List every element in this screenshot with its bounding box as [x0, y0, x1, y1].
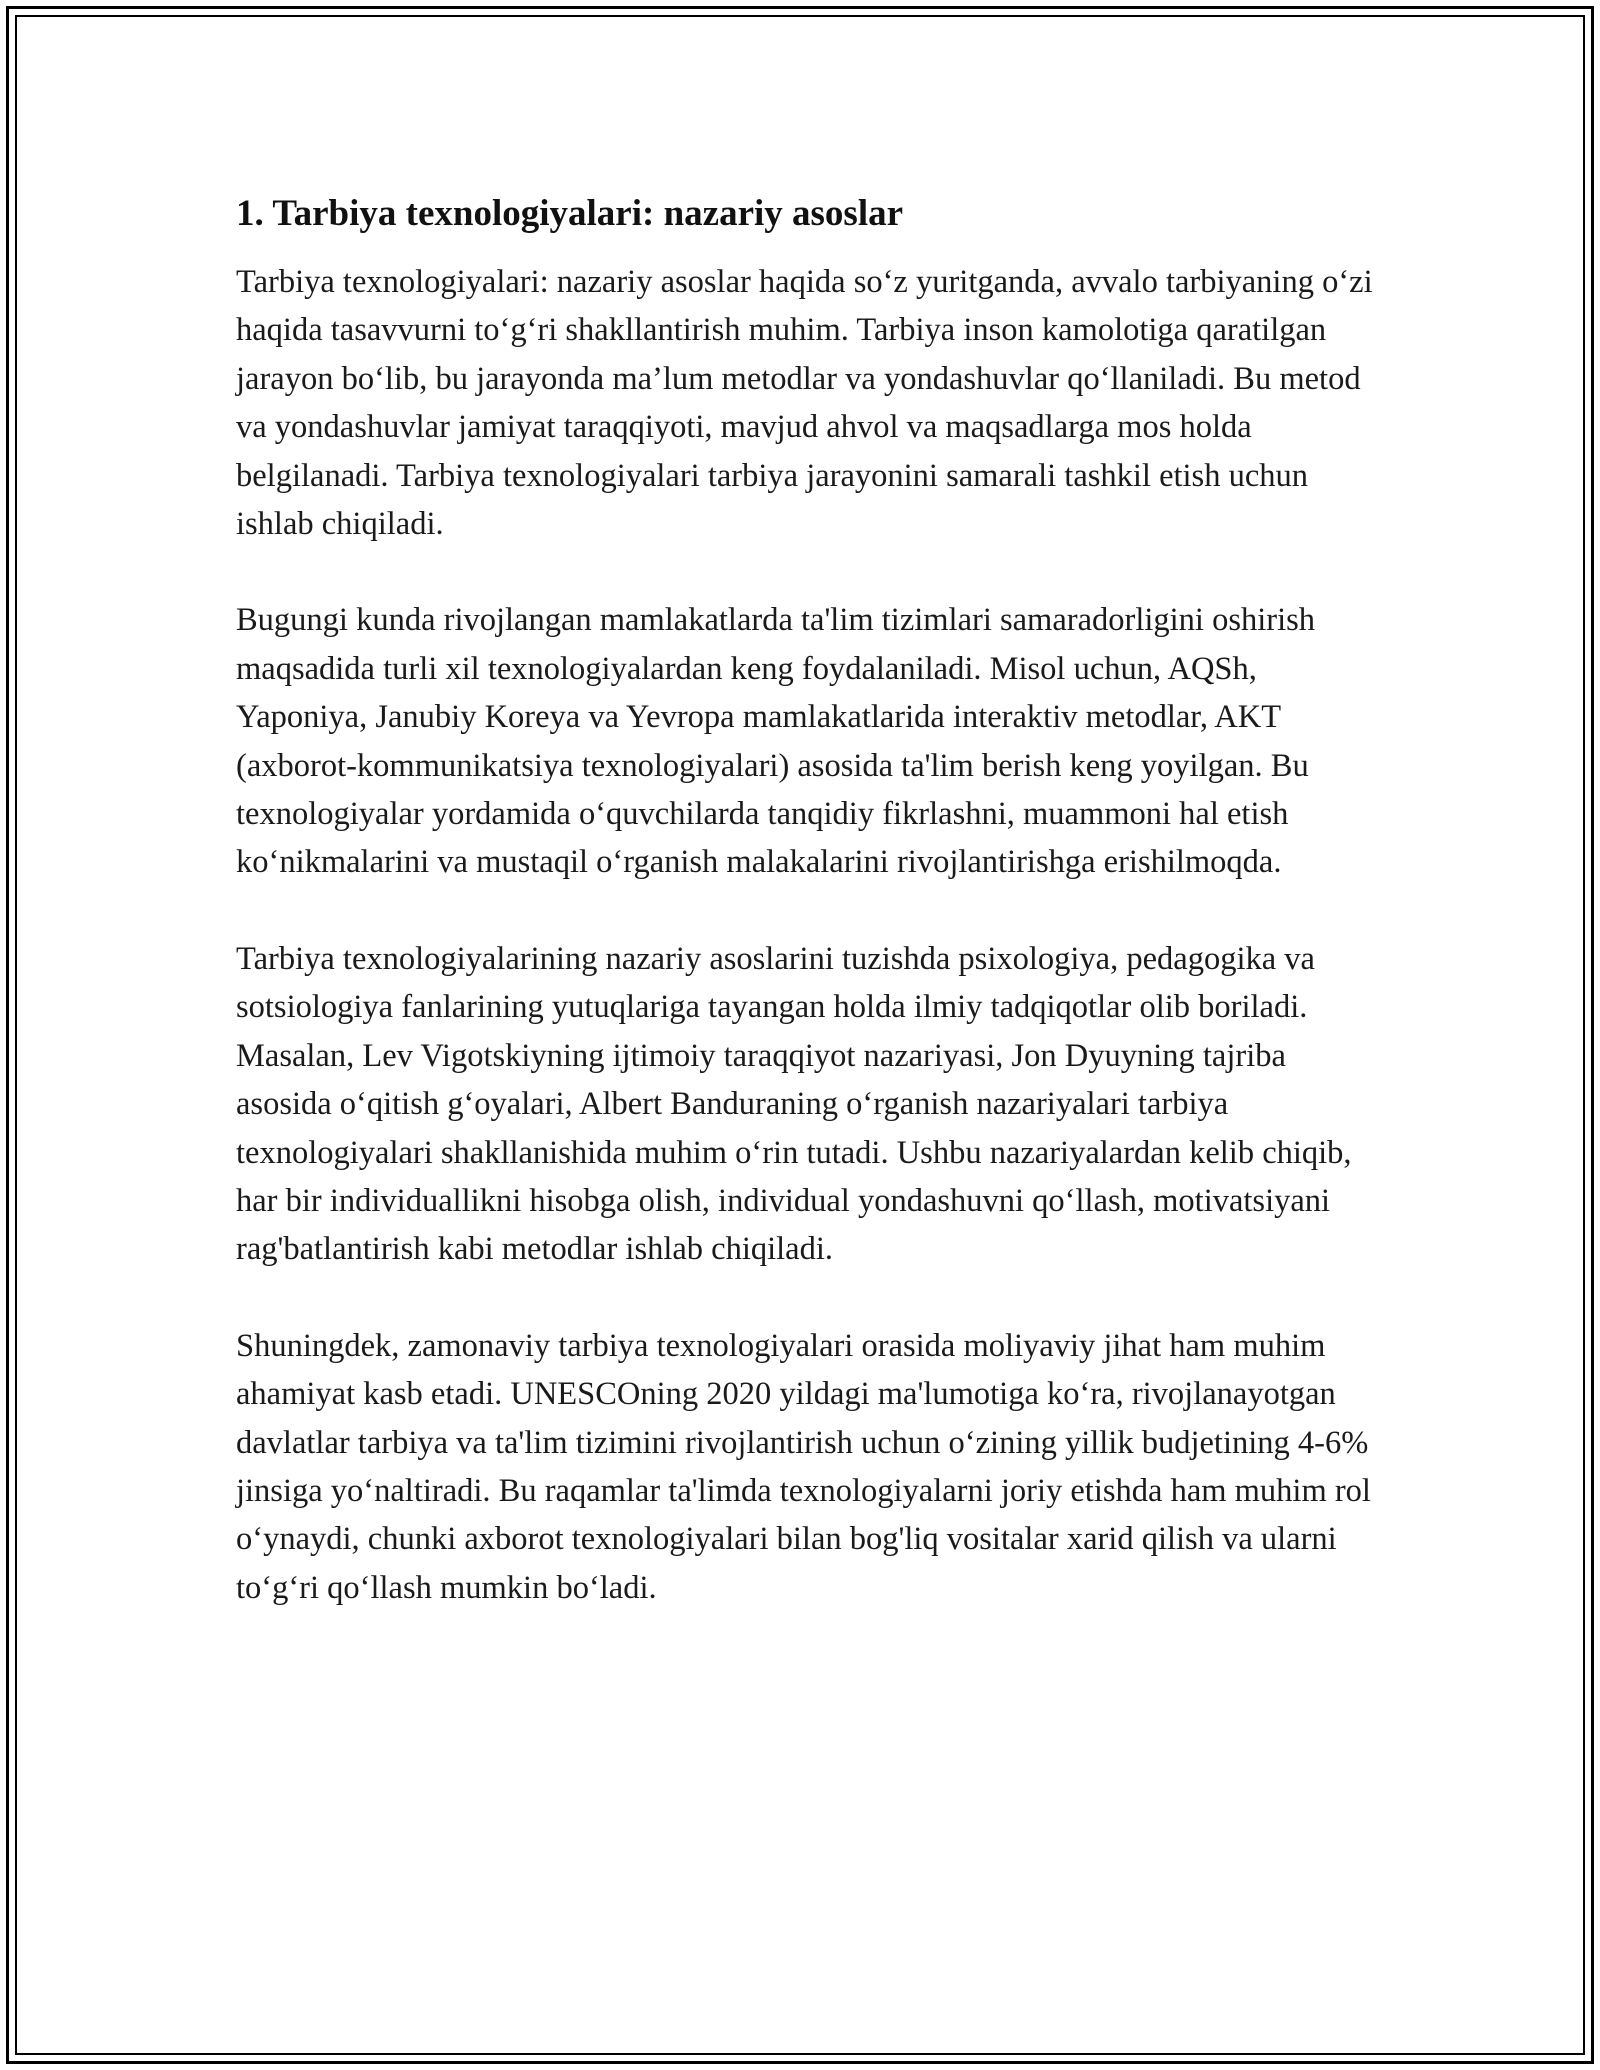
document-body: [236, 188, 1376, 1660]
section-heading: 1. Tarbiya texnologiyalari: nazariy asoslar: [236, 193, 904, 234]
paragraph-4: Shuningdek, zamonaviy tarbiya texnologiyalari orasida moliyaviy jihat ham muhim ahamiyat kasb etadi. UNESCOning 2020 yildagi ma'lumotiga ko‘ra, rivojlanayotgan davlatlar tarbiya va ta'lim tizimini rivojlantirish uchun o‘zining yillik budjetining 4-6% jinsiga yo‘naltiradi. Bu raqamlar ta'limda texnologiyalarni joriy etishda ham muhim rol o‘ynaydi, chunki axborot texnologiyalari bilan bog'liq vositalar xarid qilish va ularni to‘g‘ri qo‘llash mumkin bo‘ladi.: [236, 1327, 1371, 1606]
paragraph-2: Bugungi kunda rivojlangan mamlakatlarda ta'lim tizimlari samaradorligini oshirish maqsadida turli xil texnologiyalardan keng foydalaniladi. Misol uchun, AQSh, Yaponiya, Janubiy Koreya va Yevropa mamlakatlarida interaktiv metodlar, AKT (axborot-kommunikatsiya texnologiyalari) asosida ta'lim berish keng yoyilgan. Bu texnologiyalar yordamida o‘quvchilarda tanqidiy fikrlashni, muammoni hal etish ko‘nikmalarini va mustaqil o‘rganish malakalarini rivojlantirishga erishilmoqda.: [236, 602, 1316, 881]
paragraph-1: Tarbiya texnologiyalari: nazariy asoslar haqida so‘z yuritganda, avvalo tarbiyaning o‘zi haqida tasavvurni to‘g‘ri shakllantirish muhim. Tarbiya inson kamolotiga qaratilgan jarayon bo‘lib, bu jarayonda ma’lum metodlar va yondashuvlar qo‘llaniladi. Bu metod va yondashuvlar jamiyat taraqqiyoti, mavjud ahvol va maqsadlarga mos holda belgilanadi. Tarbiya texnologiyalari tarbiya jarayonini samarali tashkil etish uchun ishlab chiqiladi.: [236, 264, 1373, 543]
paragraph-3: Tarbiya texnologiyalarining nazariy asoslarini tuzishda psixologiya, pedagogika va sotsiologiya fanlarining yutuqlariga tayangan holda ilmiy tadqiqotlar olib boriladi. Masalan, Lev Vigotskiyning ijtimoiy taraqqiyot nazariyasi, Jon Dyuyning tajriba asosida o‘qitish g‘oyalari, Albert Banduraning o‘rganish nazariyalari tarbiya texnologiyalari shakllanishida muhim o‘rin tutadi. Ushbu nazariyalardan kelib chiqib, har bir individuallikni hisobga olish, individual yondashuvni qo‘llash, motivatsiyani rag'batlantirish kabi metodlar ishlab chiqiladi.: [236, 940, 1352, 1268]
